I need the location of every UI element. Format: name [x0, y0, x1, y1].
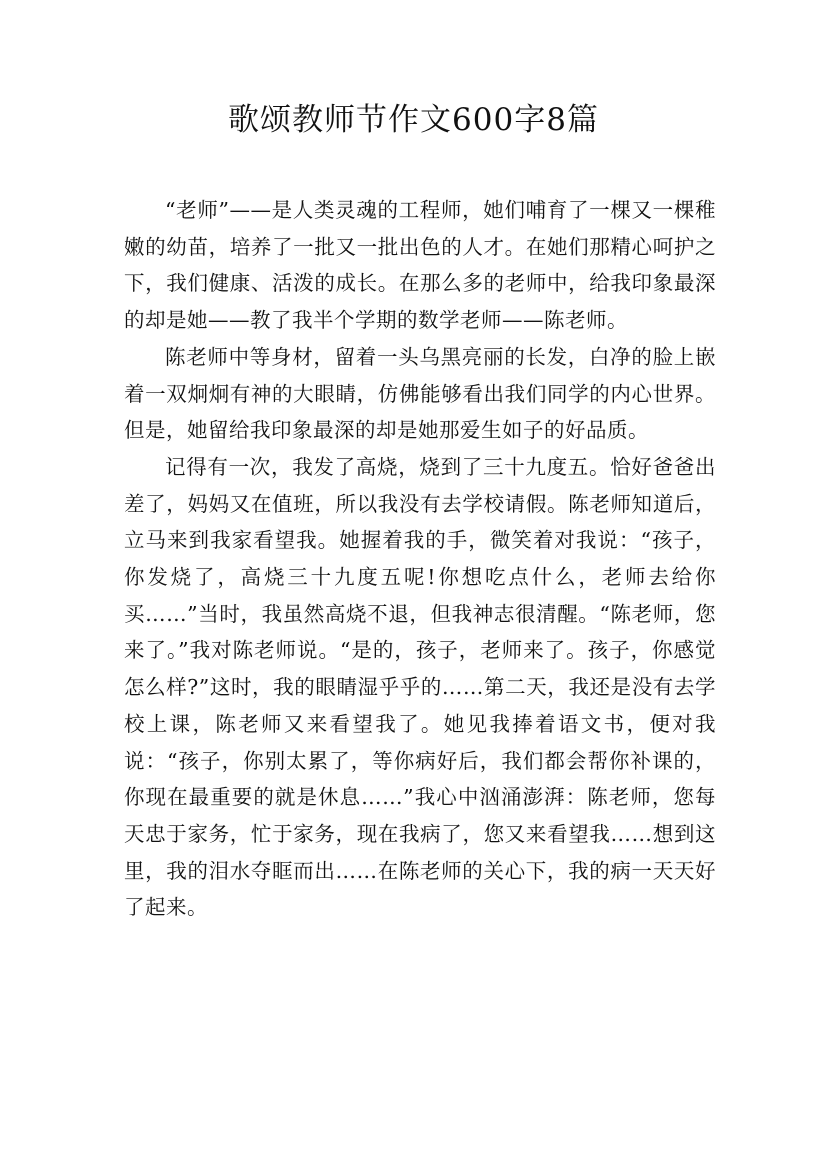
- document-body: [124, 192, 716, 926]
- paragraph: 记得有一次，我发了高烧，烧到了三十九度五。恰好爸爸出差了，妈妈又在值班，所以我没有去学校请假。陈老师知道后，立马来到我家看望我。她握着我的手，微笑着对我说：“孩子，你发烧了，高烧三十九度五呢!你想吃点什么，老师去给你买……”当时，我虽然高烧不退，但我神志很清醒。“陈老师，您来了。”我对陈老师说。“是的，孩子，老师来了。孩子，你感觉怎么样?”这时，我的眼睛湿乎乎的……第二天，我还是没有去学校上课，陈老师又来看望我了。她见我捧着语文书，便对我说：“孩子，你别太累了，等你病好后，我们都会帮你补课的，你现在最重要的就是休息……”我心中汹涌澎湃：陈老师，您每天忠于家务，忙于家务，现在我病了，您又来看望我……想到这里，我的泪水夺眶而出……在陈老师的关心下，我的病一天天好了起来。: [124, 454, 716, 920]
- paragraph: “老师”——是人类灵魂的工程师，她们哺育了一棵又一棵稚嫩的幼苗，培养了一批又一批出色的人才。在她们那精心呵护之下，我们健康、活泼的成长。在那么多的老师中，给我印象最深的却是她——教了我半个学期的数学老师——陈老师。: [124, 198, 716, 333]
- document-title: 歌颂教师节作文600字8篇: [228, 102, 599, 138]
- paragraph: 陈老师中等身材，留着一头乌黑亮丽的长发，白净的脸上嵌着一双炯炯有神的大眼睛，仿佛能够看出我们同学的内心世界。但是，她留给我印象最深的却是她那爱生如子的好品质。: [124, 344, 716, 443]
